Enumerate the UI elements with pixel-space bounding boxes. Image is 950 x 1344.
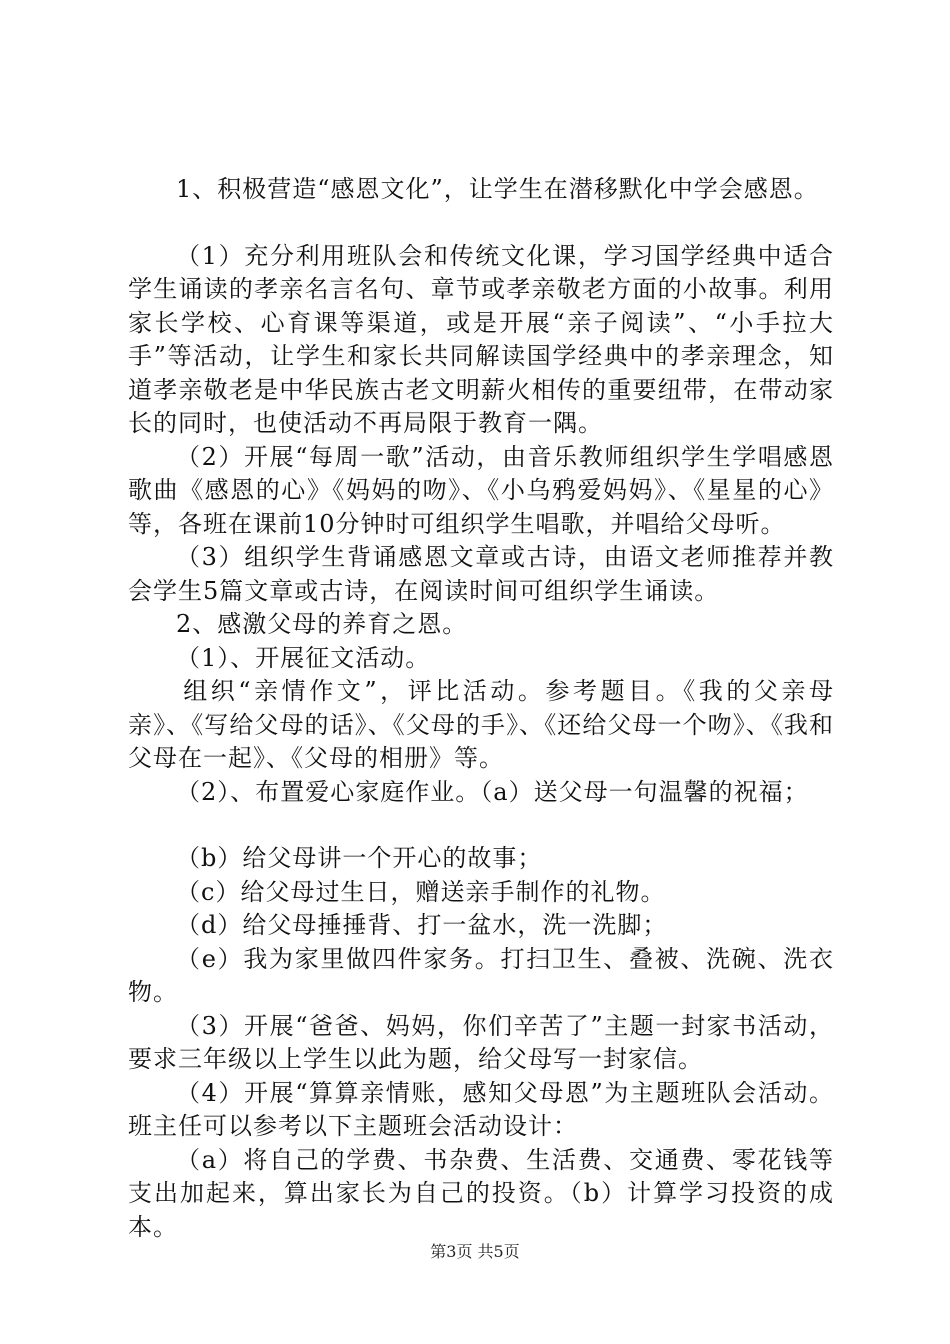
subsection-heading-2: （2）、布置爱心家庭作业。（a）送父母一句温馨的祝福；: [176, 777, 809, 806]
subsection-heading-1: （1）、开展征文活动。: [176, 643, 431, 672]
document-body: [128, 173, 834, 1244]
homework-item-b: （b）给父母讲一个开心的故事；: [176, 844, 543, 872]
page-number-footer: 第3页 共5页: [430, 1242, 520, 1261]
paragraph-item-family-letter: （3）开展“爸爸、妈妈，你们辛苦了”主题一封家书活动，要求三年级以上学生以此为题，给父母写一封家信。: [128, 1011, 834, 1073]
section-heading-2: 2、感激父母的养育之恩。: [176, 610, 468, 638]
paragraph-essay-topics: 组织“亲情作文”，评比活动。参考题目。《我的父亲母亲》、《写给父母的话》、《父母的手》、《还给父母一个吻》、《我和父母在一起》、《父母的相册》等。: [128, 677, 834, 772]
paragraph-item-class-meeting: （4）开展“算算亲情账，感知父母恩”为主题班队会活动。班主任可以参考以下主题班会活动设计：: [128, 1078, 834, 1140]
paragraph-item-cost-calc: （a）将自己的学费、书杂费、生活费、交通费、零花钱等支出加起来，算出家长为自己的投资。（b）计算学习投资的成本。: [128, 1145, 834, 1241]
homework-item-d: （d）给父母捶捶背、打一盆水，洗一洗脚；: [176, 911, 668, 939]
homework-item-e: （e）我为家里做四件家务。打扫卫生、叠被、洗碗、洗衣物。: [128, 944, 834, 1006]
paragraph-item-3: （3）组织学生背诵感恩文章或古诗，由语文老师推荐并教会学生5篇文章或古诗，在阅读时间可组织学生诵读。: [128, 543, 834, 605]
paragraph-item-2: （2）开展“每周一歌”活动，由音乐教师组织学生学唱感恩歌曲《感恩的心》《妈妈的吻》、《小乌鸦爱妈妈》、《星星的心》等，各班在课前10分钟时可组织学生唱歌，并唱给父母听。: [128, 442, 834, 538]
homework-item-c: （c）给父母过生日，赠送亲手制作的礼物。: [176, 877, 666, 906]
paragraph-item-1: （1）充分利用班队会和传统文化课，学习国学经典中适合学生诵读的孝亲名言名句、章节或孝亲敬老方面的小故事。利用家长学校、心育课等渠道，或是开展“亲子阅读”、“小手拉大手”等活动，让学生和家长共同解读国学经典中的孝亲理念，知道孝亲敬老是中华民族古老文明薪火相传的重要纽带，在带动家长的同时，也使活动不再局限于教育一隅。: [128, 241, 834, 437]
section-heading-1: 1、积极营造“感恩文化”，让学生在潜移默化中学会感恩。: [176, 175, 819, 203]
